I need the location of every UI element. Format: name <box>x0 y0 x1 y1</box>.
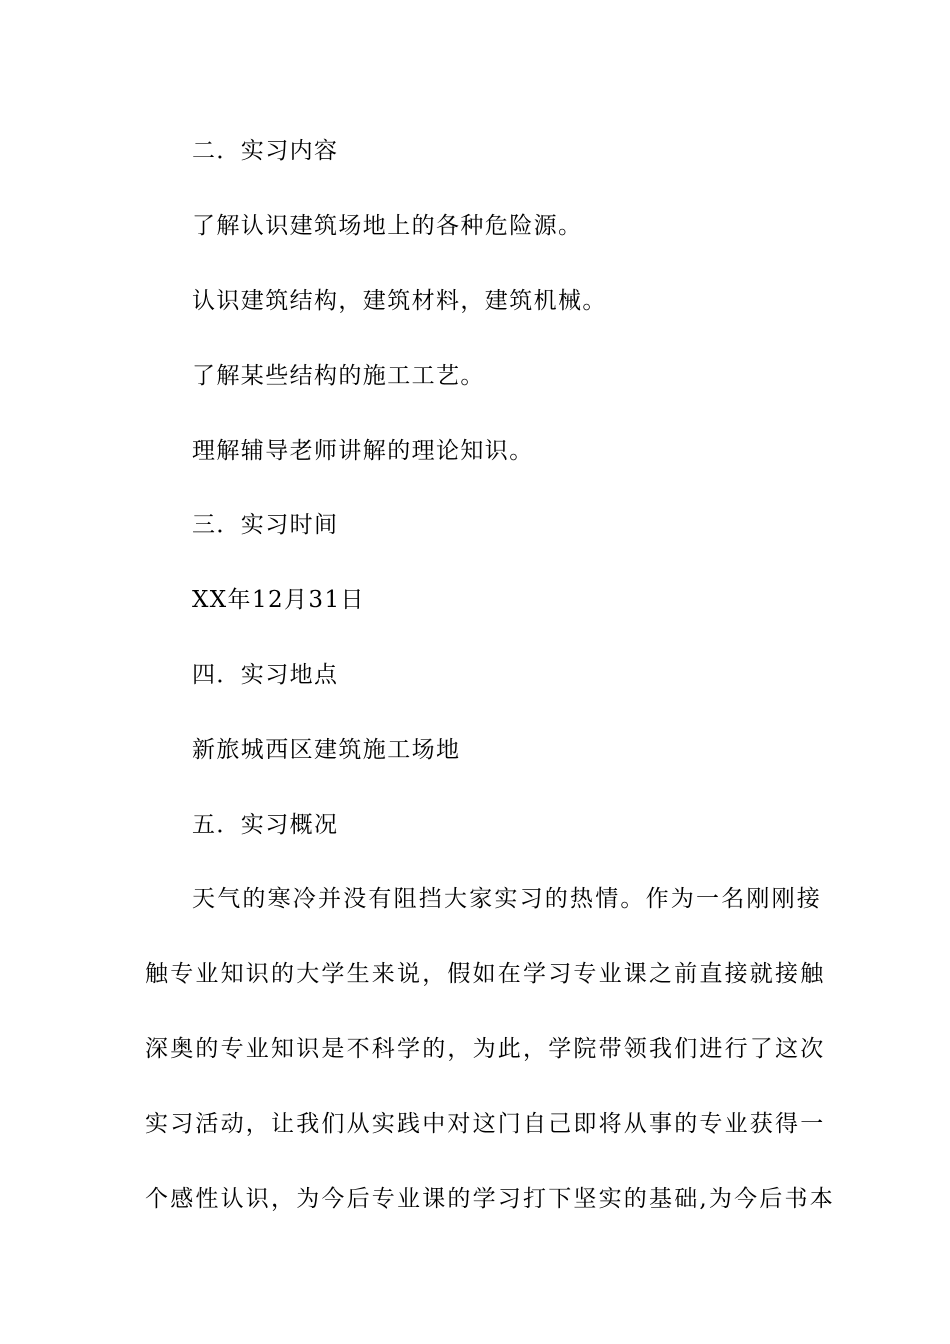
internship-date: XX年12月31日 <box>192 587 365 613</box>
paragraph-line: 个感性认识，为今后专业课的学习打下坚实的基础,为今后书本 <box>145 1186 835 1212</box>
paragraph-line: 天气的寒冷并没有阻挡大家实习的热情。作为一名刚刚接 <box>192 886 822 912</box>
content-item-hazards: 了解认识建筑场地上的各种危险源。 <box>192 213 583 239</box>
section-heading-overview: 五．实习概况 <box>192 812 339 838</box>
content-item-process: 了解某些结构的施工工艺。 <box>192 363 485 389</box>
section-heading-time: 三．实习时间 <box>192 512 339 538</box>
content-item-theory: 理解辅导老师讲解的理论知识。 <box>192 438 534 464</box>
paragraph-line: 实习活动，让我们从实践中对这门自己即将从事的专业获得一 <box>145 1111 826 1137</box>
paragraph-line: 触专业知识的大学生来说，假如在学习专业课之前直接就接触 <box>145 961 826 987</box>
paragraph-line: 深奥的专业知识是不科学的，为此，学院带领我们进行了这次 <box>145 1036 826 1062</box>
section-heading-content: 二．实习内容 <box>192 138 339 164</box>
content-item-structures: 认识建筑结构，建筑材料，建筑机械。 <box>192 288 607 314</box>
internship-location: 新旅城西区建筑施工场地 <box>192 737 461 763</box>
section-heading-location: 四．实习地点 <box>192 662 339 688</box>
